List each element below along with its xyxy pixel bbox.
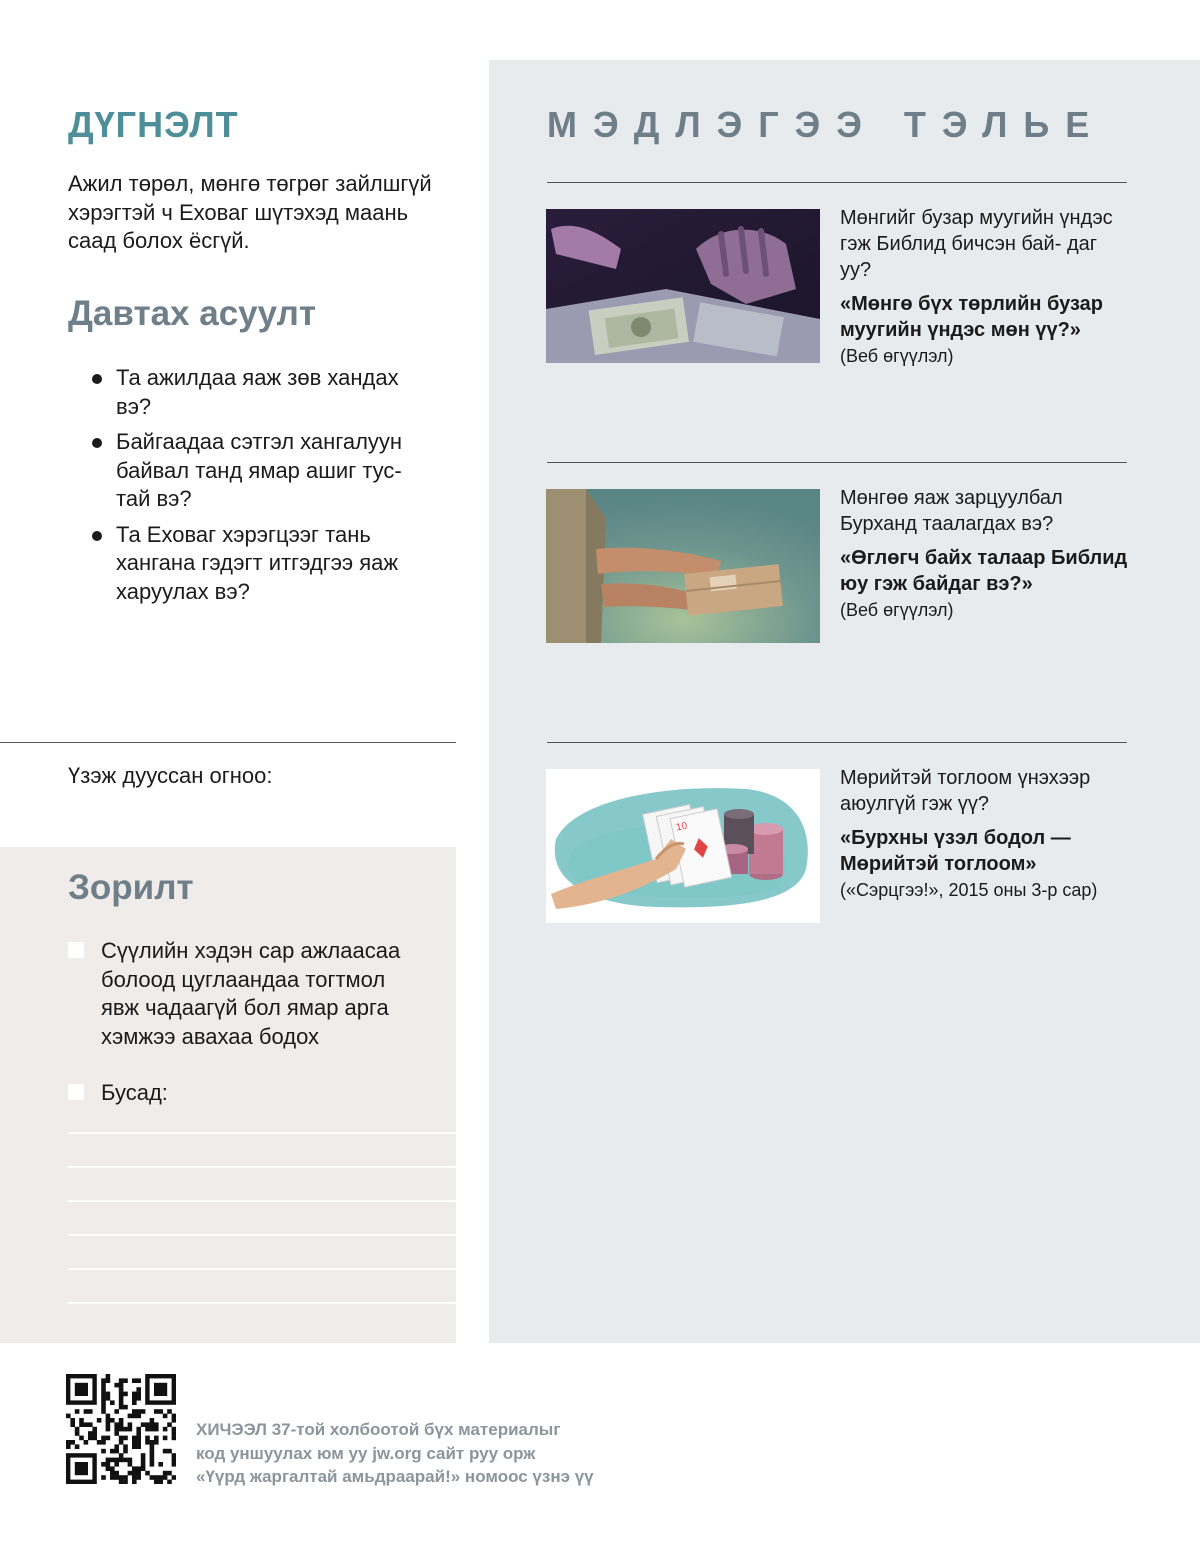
finished-date-label: Үзэж дууссан огноо: (68, 763, 273, 788)
article-source: (Веб өгүүлэл) (840, 346, 954, 366)
writing-line[interactable] (68, 1132, 456, 1134)
divider (547, 182, 1127, 183)
article-source: («Сэрцгээ!», 2015 оны 3-р сар) (840, 880, 1098, 900)
goal-title: Зорилт (68, 868, 194, 907)
review-question: Та ажилдаа яаж зөв хандах вэ? (92, 364, 432, 421)
bullet-icon (92, 374, 102, 384)
footer-line: ХИЧЭЭЛ 37-той холбоотой бүх материалыг (196, 1420, 561, 1439)
article-link[interactable]: «Бурхны үзэл бодол —Мөрийтэй тоглоом» (840, 827, 1071, 875)
article-link[interactable]: «Мөнгө бүх төрлийн бузар муугийн үндэс мөн үү?» (840, 293, 1103, 341)
further-study-question: Мөнгөө яаж зарцуулбал Бурханд таалагдах вэ? (840, 487, 1063, 535)
writing-line[interactable] (68, 1200, 456, 1202)
divider (547, 742, 1127, 743)
further-study-question: Мөнгийг бузар муугийн үндэс гэж Библид бичсэн бай- даг уу? (840, 207, 1113, 281)
checkbox-icon[interactable] (68, 942, 84, 958)
further-study-title: МЭДЛЭГЭЭ ТЭЛЬЕ (547, 104, 1106, 145)
writing-line[interactable] (68, 1166, 456, 1168)
bullet-icon (92, 438, 102, 448)
footer-line: «Үүрд жаргалтай амьдраарай!» номоос үзнэ үү (196, 1467, 594, 1486)
footer-note (196, 1418, 594, 1489)
footer-line: код уншуулах юм уу jw.org сайт руу орж (196, 1443, 536, 1463)
bullet-icon (92, 531, 102, 541)
summary-title: ДҮГНЭЛТ (68, 104, 239, 145)
review-title: Давтах асуулт (68, 294, 317, 333)
further-study-question: Мөрийтэй тоглоом үнэхээр аюулгүй гэж үү? (840, 767, 1091, 815)
qr-code-icon[interactable] (66, 1374, 176, 1484)
goal-checkbox-item[interactable]: Сүүлийн хэдэн сар ажлаасаа болоод цуглаандаа тогтмол явж чадаагүй бол ямар арга хэмжээ авахаа бодох (68, 937, 428, 1051)
review-question: Та Еховаг хэрэгцээг тань хангана гэдэгт итгэдгээ яаж харуулах вэ? (92, 521, 432, 607)
gift-package-image[interactable] (546, 489, 820, 643)
writing-line[interactable] (68, 1268, 456, 1270)
writing-line[interactable] (68, 1302, 456, 1304)
review-question: Байгаадаа сэтгэл хангалуун байвал танд ямар ашиг тус- тай вэ? (92, 428, 432, 514)
divider (0, 742, 456, 743)
money-hands-image[interactable] (546, 209, 820, 363)
svg-text:10: 10 (675, 820, 689, 834)
review-question-list (92, 364, 432, 613)
divider (547, 462, 1127, 463)
article-source: (Веб өгүүлэл) (840, 600, 954, 620)
summary-text: Ажил төрөл, мөнгө төгрөг зайлшгүй хэрэгтэй ч Еховаг шүтэхэд маань саад болох ёсгүй. (68, 171, 432, 253)
checkbox-icon[interactable] (68, 1084, 84, 1100)
article-link[interactable]: «Өглөгч байх талаар Библид юу гэж байдаг вэ?» (840, 547, 1128, 595)
playing-cards-image[interactable] (546, 769, 820, 923)
writing-line[interactable] (68, 1234, 456, 1236)
goal-checkbox-other[interactable]: Бусад: (68, 1079, 428, 1108)
